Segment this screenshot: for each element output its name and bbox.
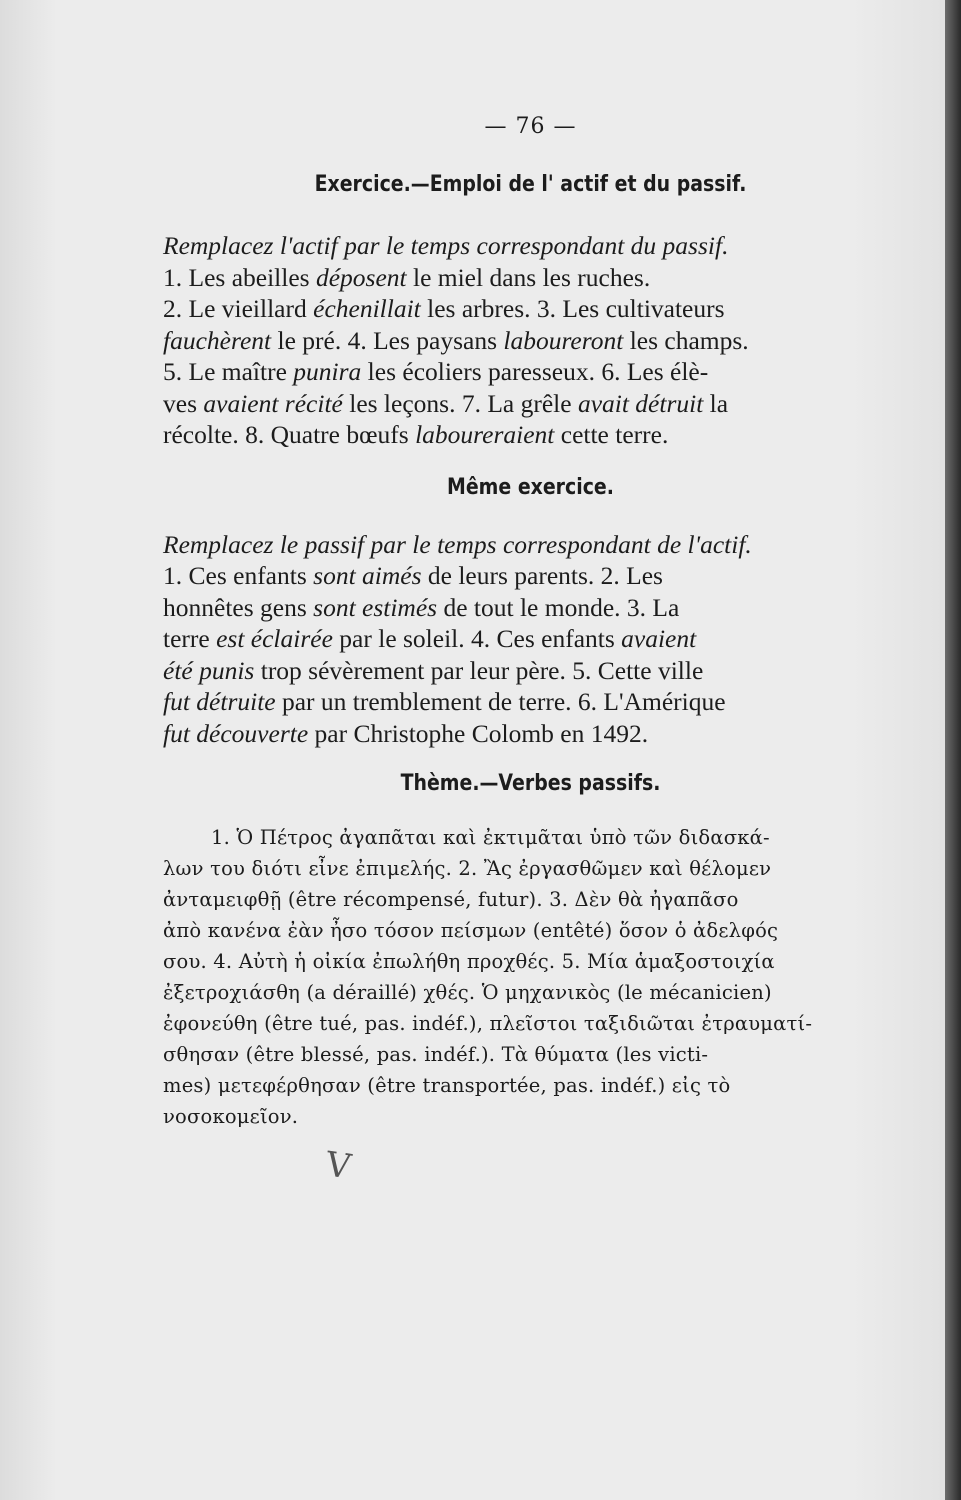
same-exercise-body [163, 529, 898, 750]
text-run: par un tremblement de terre. 6. L'Amérique [275, 687, 726, 716]
italic-verb: avait détruit [577, 388, 704, 418]
italic-verb: punira [293, 357, 362, 386]
exercise-body [163, 230, 898, 451]
text-run: cette terre. [554, 420, 669, 449]
italic-verb: fauchèrent [163, 325, 272, 355]
theme-line: σου. 4. Αὐτὴ ἡ οἰκία ἐπωλήθη προχθές. 5. Μία ἁμαξοστοιχία [163, 950, 775, 973]
exercise-line [163, 356, 898, 388]
same-exercise-line [163, 655, 898, 687]
text-run: le miel dans les ruches. [406, 262, 651, 292]
theme-line: ἐφονεύθη (être tué, pas. indéf.), πλεῖστοι ταξιδιῶται ἐτραυματί- [163, 1012, 813, 1035]
theme-line: mes) μετεφέρθησαν (être transportée, pas. indéf.) εἰς τὸ [163, 1074, 731, 1097]
exercise-line [163, 388, 898, 420]
text-run: 5. Le maître [163, 357, 294, 386]
exercise-sentences [163, 262, 898, 451]
italic-verb: laboureraient [415, 420, 555, 449]
same-exercise-line [163, 592, 898, 624]
theme-body [163, 822, 898, 1132]
page-number: — 76 — [484, 114, 577, 139]
text-run: de tout le monde. 3. La [437, 592, 680, 622]
theme-heading: Thème.—Verbes passifs. [400, 771, 661, 796]
italic-verb: avaient [621, 624, 697, 653]
same-exercise-line [163, 623, 898, 655]
same-exercise-heading: Même exercice. [447, 474, 614, 500]
italic-verb: sont aimés [313, 561, 422, 590]
text-run: de leurs parents. 2. Les [421, 561, 663, 590]
page-content [163, 100, 898, 1132]
text-run: le pré. 4. Les paysans [271, 325, 504, 355]
same-exercise-line [163, 718, 898, 750]
theme-line: 1. Ὁ Πέτρος ἀγαπᾶται καὶ ἐκτιμᾶται ὑπὸ τῶν διδασκά- [211, 826, 770, 849]
italic-verb: échenillait [313, 294, 421, 323]
text-run: honnêtes gens [163, 592, 314, 622]
italic-verb: est éclairée [216, 624, 333, 653]
text-run: les leçons. 7. La grêle [342, 388, 578, 418]
handwritten-check-mark: V [323, 1144, 354, 1188]
same-exercise-instruction: Remplacez le passif par le temps correspondant de l'actif. [163, 529, 752, 559]
italic-verb: déposent [315, 262, 407, 292]
text-run: les arbres. 3. Les cultivateurs [420, 294, 725, 323]
theme-line: ἀπὸ κανένα ἐὰν ἦσο τόσον πείσμων (entêté) ὅσον ὁ ἀδελφός [163, 919, 779, 942]
text-run: les champs. [623, 325, 749, 355]
exercise-line [163, 262, 898, 294]
exercise-instruction: Remplacez l'actif par le temps correspondant du passif. [163, 231, 729, 260]
exercise-heading: Exercice.—Emploi de l' actif et du passif. [314, 172, 747, 197]
theme-line: σθησαν (être blessé, pas. indéf.). Τὰ θύματα (les victi- [163, 1043, 709, 1066]
text-run: trop sévèrement par leur père. 5. Cette ville [254, 655, 704, 685]
italic-verb: avaient récité [203, 388, 343, 418]
theme-line: ἐξετροχιάσθη (a déraillé) χθές. Ὁ μηχανικὸς (le mécanicien) [163, 981, 772, 1004]
text-run: par Christophe Colomb en 1492. [308, 718, 649, 748]
text-run: 1. Ces enfants [163, 561, 314, 590]
exercise-line [163, 419, 898, 451]
text-run: 2. Le vieillard [163, 294, 314, 323]
text-run: la [703, 388, 729, 418]
text-run: les écoliers paresseux. 6. Les élè- [361, 357, 709, 386]
text-run: 1. Les abeilles [163, 262, 316, 292]
theme-line: νοσοκομεῖον. [163, 1105, 299, 1128]
italic-verb: fut détruite [163, 687, 276, 716]
theme-line: ἀνταμειφθῇ (être récompensé, futur). 3. Δὲν θὰ ἠγαπᾶσο [163, 888, 739, 911]
page-edge-shadow [945, 0, 961, 1500]
italic-verb: laboureront [503, 325, 624, 355]
italic-verb: sont estimés [313, 592, 438, 622]
italic-verb: été punis [163, 655, 255, 685]
text-run: ves [163, 388, 204, 418]
theme-line: λων του διότι εἶνε ἐπιμελής. 2. Ἂς ἐργασθῶμεν καὶ θέλομεν [163, 857, 772, 880]
same-exercise-line [163, 560, 898, 592]
same-exercise-sentences [163, 560, 898, 749]
text-run: récolte. 8. Quatre bœufs [163, 420, 416, 449]
italic-verb: fut découverte [163, 718, 309, 748]
text-run: terre [163, 624, 217, 653]
exercise-line [163, 293, 898, 325]
text-run: par le soleil. 4. Ces enfants [332, 624, 622, 653]
same-exercise-line [163, 686, 898, 718]
exercise-line [163, 325, 898, 357]
